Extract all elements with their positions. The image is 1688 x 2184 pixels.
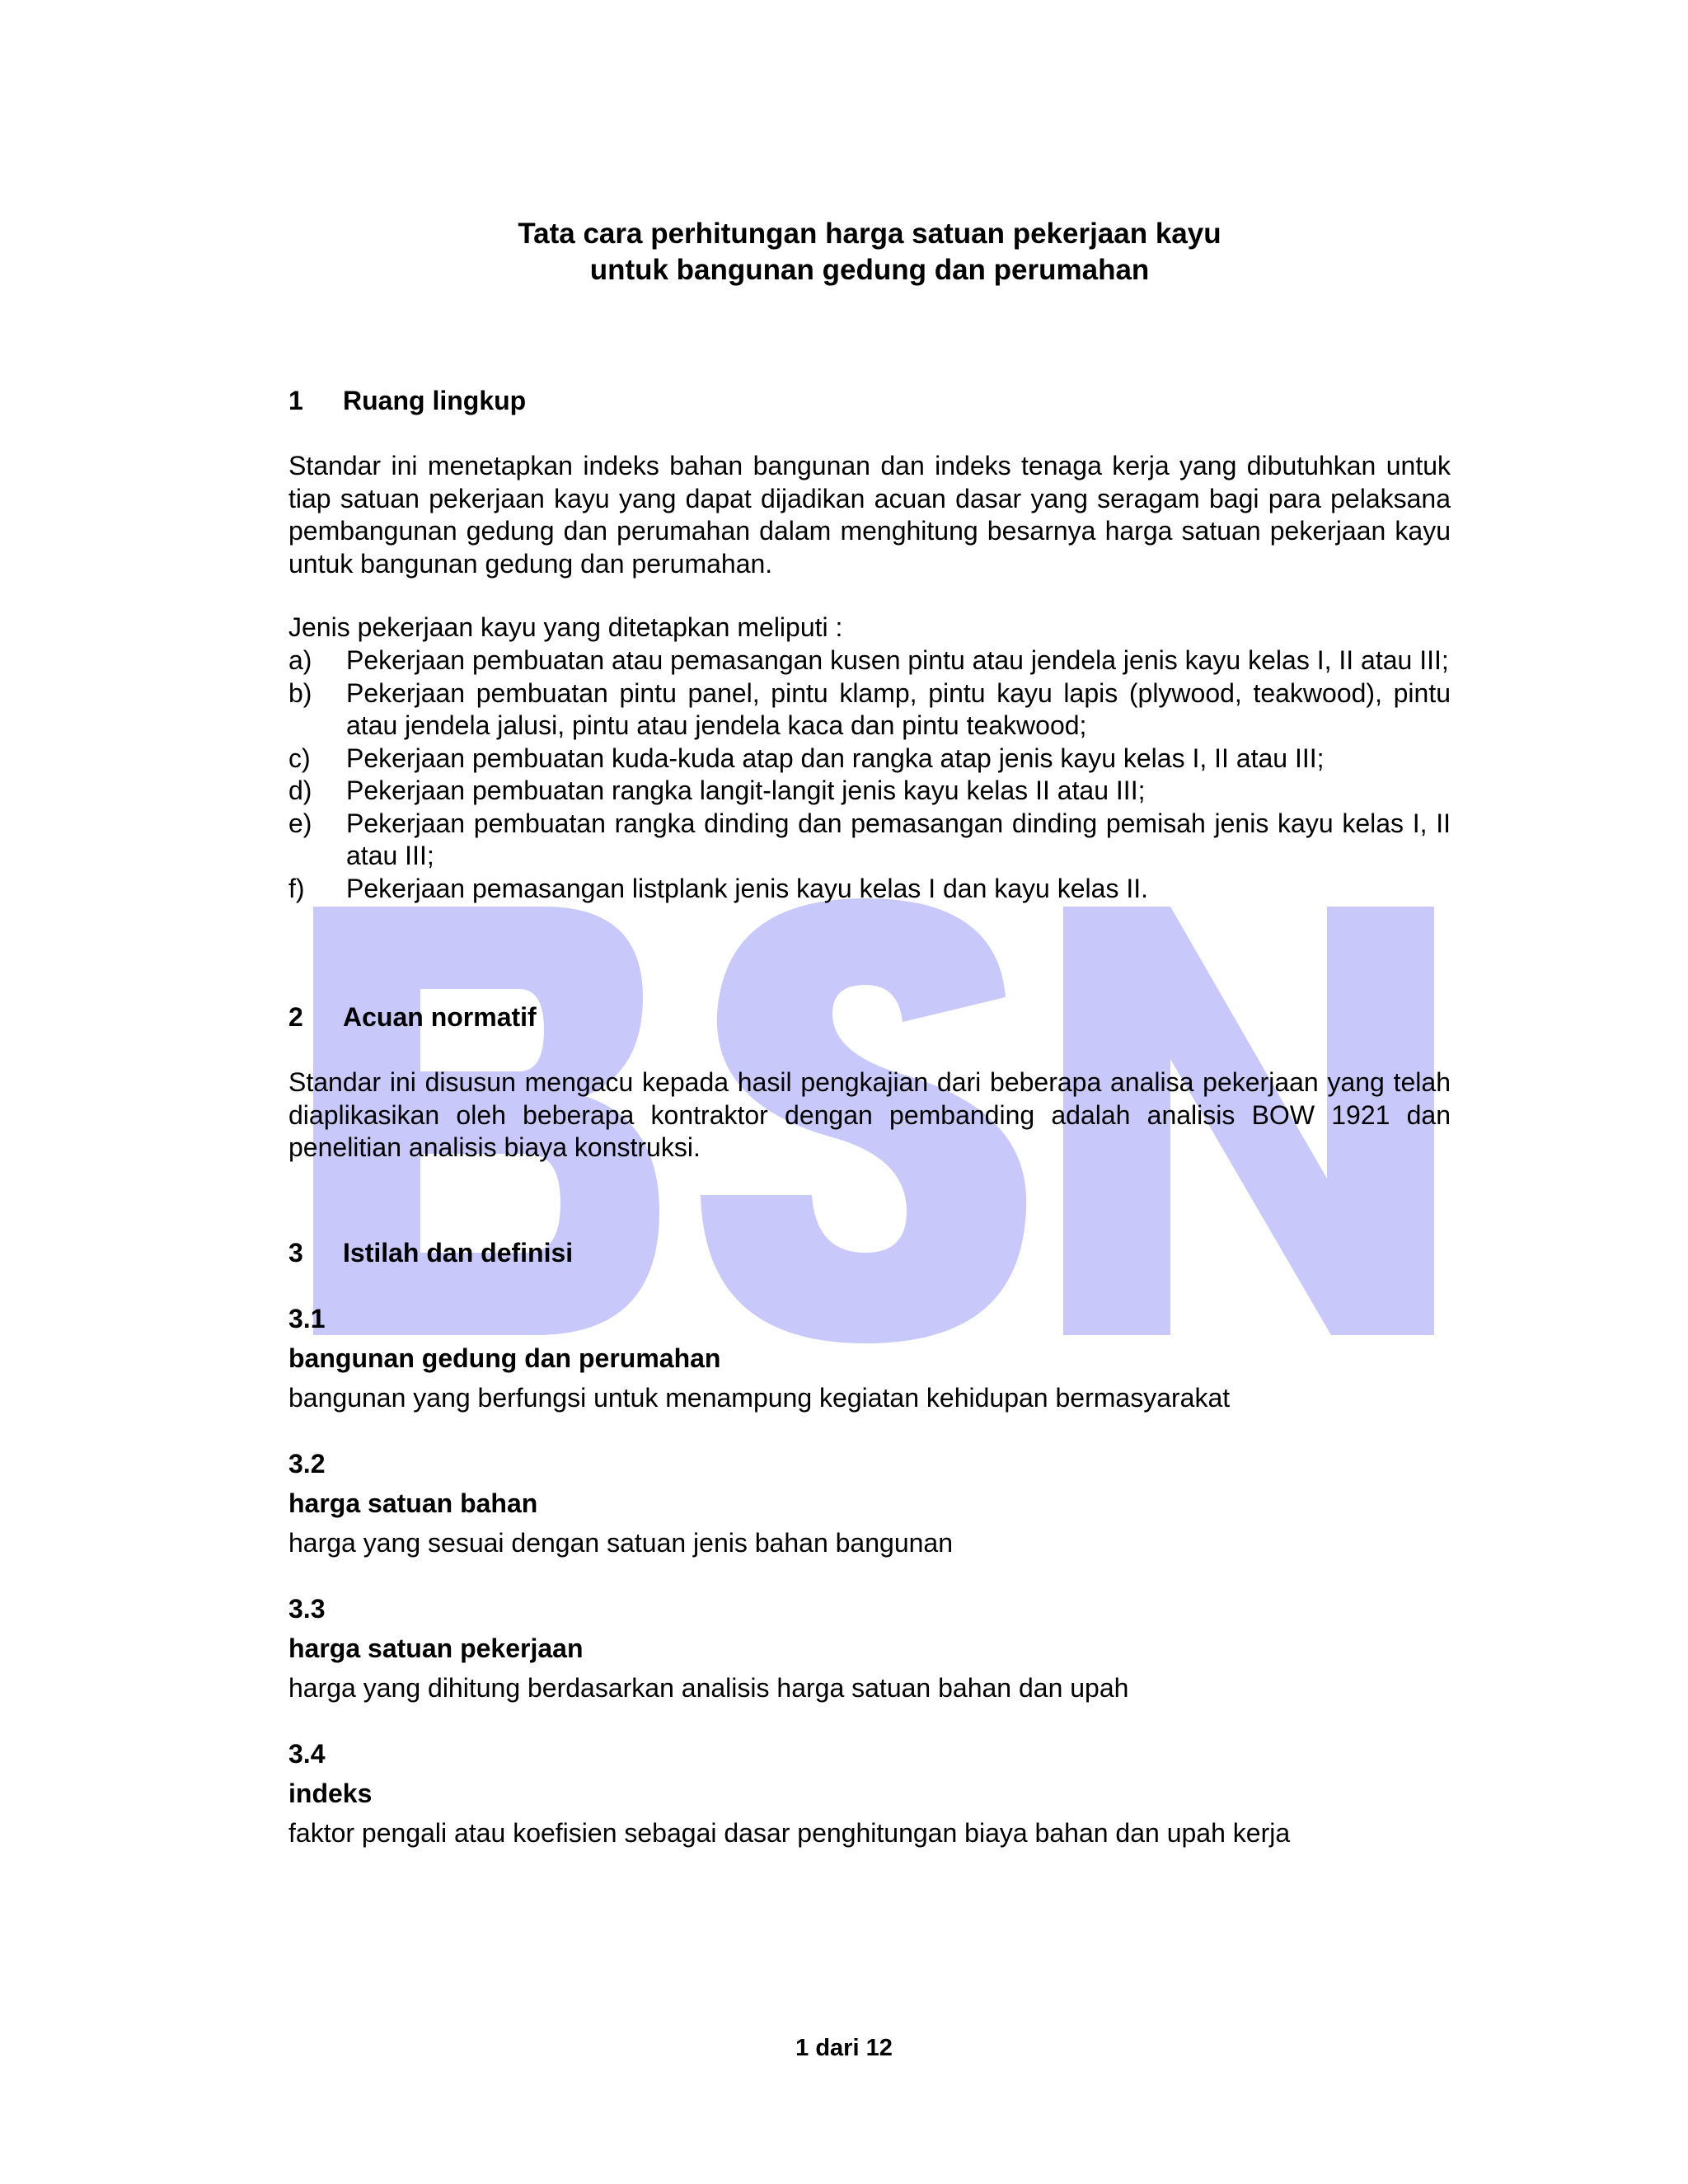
list-marker: c) (288, 743, 311, 773)
list-item-text: Pekerjaan pembuatan kuda-kuda atap dan rangka atap jenis kayu kelas I, II atau III; (346, 743, 1325, 773)
list-item-text: Pekerjaan pembuatan pintu panel, pintu klamp, pintu kayu lapis (plywood, teakwood), pintu atau jendela jalusi, pintu atau jendela kaca dan pintu teakwood; (346, 677, 1451, 740)
section-3-number: 3 (288, 1238, 303, 1268)
section-2-number: 2 (288, 1002, 303, 1032)
definition-text: harga yang dihitung berdasarkan analisis harga satuan bahan dan upah (288, 1673, 1129, 1703)
section-1-intro: Jenis pekerjaan kayu yang ditetapkan meliputi : (288, 612, 843, 642)
definition-text: faktor pengali atau koefisien sebagai dasar penghitungan biaya bahan dan upah kerja (288, 1818, 1291, 1848)
section-2-title: Acuan normatif (343, 1002, 537, 1032)
list-marker: d) (288, 776, 312, 805)
title-line-1: Tata cara perhitungan harga satuan pekerjaan kayu (518, 218, 1221, 250)
work-types-list (288, 644, 1451, 905)
list-item (288, 873, 1451, 906)
list-marker: e) (288, 808, 312, 838)
list-item (288, 775, 1451, 808)
definition-term: harga satuan pekerjaan (288, 1633, 584, 1663)
section-1-heading (288, 384, 526, 417)
section-1-title: Ruang lingkup (343, 386, 527, 415)
definition-number: 3.3 (288, 1594, 326, 1624)
definition-term: indeks (288, 1779, 373, 1808)
definition-text: bangunan yang berfungsi untuk menampung kegiatan kehidupan bermasyarakat (288, 1383, 1231, 1413)
section-3-heading (288, 1236, 573, 1269)
definition-number: 3.2 (288, 1449, 326, 1479)
section-2-paragraph: Standar ini disusun mengacu kepada hasil pengkajian dari beberapa analisa pekerjaan yang telah diaplikasikan oleh beberapa kontraktor dengan pembanding adalah analisis BOW 1921 dan penelitian analisis biaya konstruksi. (288, 1067, 1451, 1162)
definition-text: harga yang sesuai dengan satuan jenis bahan bangunan (288, 1528, 953, 1558)
section-1-paragraph: Standar ini menetapkan indeks bahan bangunan dan indeks tenaga kerja yang dibutuhkan untuk tiap satuan pekerjaan kayu yang dapat dijadikan acuan dasar yang seragam bagi para pelaksana pembangunan gedung dan perumahan dalam menghitung besarnya harga satuan pekerjaan kayu untuk bangunan gedung dan perumahan. (288, 451, 1451, 579)
list-item-text: Pekerjaan pembuatan rangka langit-langit jenis kayu kelas II atau III; (346, 776, 1146, 805)
page-number: 1 dari 12 (795, 2035, 893, 2061)
definition-number: 3.1 (288, 1304, 326, 1333)
section-2-heading (288, 1001, 537, 1033)
list-item-text: Pekerjaan pembuatan rangka dinding dan pemasangan dinding pemisah jenis kayu kelas I, II atau III; (346, 808, 1451, 870)
list-item (288, 743, 1451, 776)
list-marker: a) (288, 645, 312, 675)
list-marker: b) (288, 677, 312, 708)
list-item (288, 644, 1451, 677)
definition-term: harga satuan bahan (288, 1488, 538, 1518)
list-item-text: Pekerjaan pemasangan listplank jenis kayu kelas I dan kayu kelas II. (346, 873, 1148, 903)
definition-number: 3.4 (288, 1739, 326, 1769)
document-title (288, 216, 1451, 288)
list-item-text: Pekerjaan pembuatan atau pemasangan kusen pintu atau jendela jenis kayu kelas I, II atau III; (346, 645, 1449, 675)
list-item (288, 677, 1451, 743)
definition-term: bangunan gedung dan perumahan (288, 1343, 721, 1373)
list-item (288, 808, 1451, 873)
section-1-number: 1 (288, 386, 303, 415)
title-line-2: untuk bangunan gedung dan perumahan (589, 254, 1150, 286)
section-3-title: Istilah dan definisi (343, 1238, 574, 1268)
list-marker: f) (288, 873, 305, 903)
